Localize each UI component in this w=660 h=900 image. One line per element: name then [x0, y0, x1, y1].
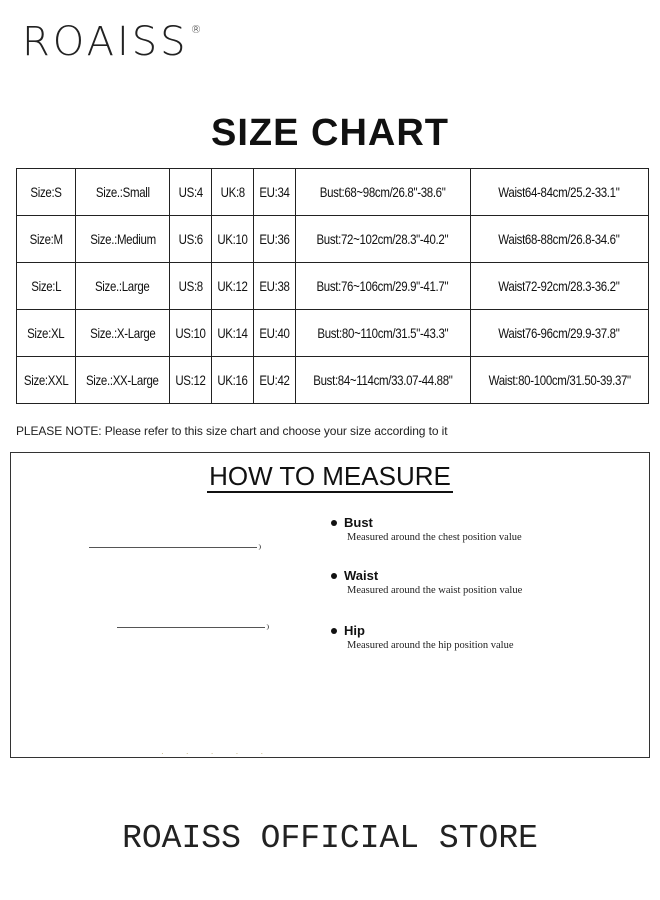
table-cell: Size.:X-Large [76, 310, 170, 357]
how-to-measure-panel [10, 452, 650, 758]
table-cell: US:4 [169, 169, 211, 216]
registered-mark: ® [190, 23, 202, 36]
table-cell: Size.:XX-Large [76, 357, 170, 404]
table-cell: US:6 [169, 216, 211, 263]
size-note: PLEASE NOTE: Please refer to this size chart and choose your size according to it [16, 424, 448, 438]
table-cell: US:8 [169, 263, 211, 310]
decorative-dots: · · · · · [161, 749, 274, 758]
table-cell: Size.:Small [76, 169, 170, 216]
table-cell: Size:XXL [17, 357, 76, 404]
table-cell: EU:38 [253, 263, 295, 310]
bullet-icon [331, 628, 337, 634]
table-cell: Size:S [17, 169, 76, 216]
table-cell: UK:14 [211, 310, 253, 357]
measure-label: Bust [344, 515, 373, 530]
table-cell: Size:M [17, 216, 76, 263]
bullet-icon [331, 573, 337, 579]
table-row [17, 216, 649, 263]
brand-name: ROAISS [22, 19, 189, 65]
table-cell: Bust:72~102cm/28.3"-40.2" [295, 216, 470, 263]
table-cell: Waist:80-100cm/31.50-39.37" [470, 357, 648, 404]
table-cell: Size.:Large [76, 263, 170, 310]
table-cell: Waist64-84cm/25.2-33.1" [470, 169, 648, 216]
table-cell: UK:16 [211, 357, 253, 404]
table-cell: Size:XL [17, 310, 76, 357]
table-cell: Waist76-96cm/29.9-37.8" [470, 310, 648, 357]
store-footer: ROAISS OFFICIAL STORE [122, 820, 538, 857]
how-to-measure-title: HOW TO MEASURE [209, 461, 451, 491]
table-row [17, 310, 649, 357]
table-cell: EU:36 [253, 216, 295, 263]
size-chart-table [16, 168, 649, 404]
table-cell: Bust:76~106cm/29.9"-41.7" [295, 263, 470, 310]
bust-measure-line [89, 547, 257, 548]
measure-label: Waist [344, 568, 379, 583]
table-cell: UK:12 [211, 263, 253, 310]
table-row [17, 263, 649, 310]
table-cell: Bust:84~114cm/33.07-44.88" [295, 357, 470, 404]
table-cell: UK:8 [211, 169, 253, 216]
table-cell: Waist68-88cm/26.8-34.6" [470, 216, 648, 263]
table-cell: UK:10 [211, 216, 253, 263]
table-cell: US:12 [169, 357, 211, 404]
bullet-icon [331, 520, 337, 526]
measure-label: Hip [344, 623, 365, 638]
table-cell: Bust:68~98cm/26.8"-38.6" [295, 169, 470, 216]
table-cell: EU:40 [253, 310, 295, 357]
brand-logo [22, 19, 202, 65]
table-cell: Bust:80~110cm/31.5"-43.3" [295, 310, 470, 357]
measure-item-hip [331, 623, 514, 651]
table-cell: US:10 [169, 310, 211, 357]
table-cell: Size:L [17, 263, 76, 310]
waist-measure-line [117, 627, 265, 628]
table-row [17, 169, 649, 216]
table-cell: Waist72-92cm/28.3-36.2" [470, 263, 648, 310]
table-cell: Size.:Medium [76, 216, 170, 263]
measure-description: Measured around the chest position value [347, 532, 522, 543]
table-cell: EU:42 [253, 357, 295, 404]
measure-item-bust [331, 515, 522, 543]
page-title: SIZE CHART [211, 112, 449, 154]
measure-description: Measured around the hip position value [347, 640, 514, 651]
measure-description: Measured around the waist position value [347, 585, 523, 596]
measure-item-waist [331, 568, 522, 596]
table-cell: EU:34 [253, 169, 295, 216]
table-row [17, 357, 649, 404]
